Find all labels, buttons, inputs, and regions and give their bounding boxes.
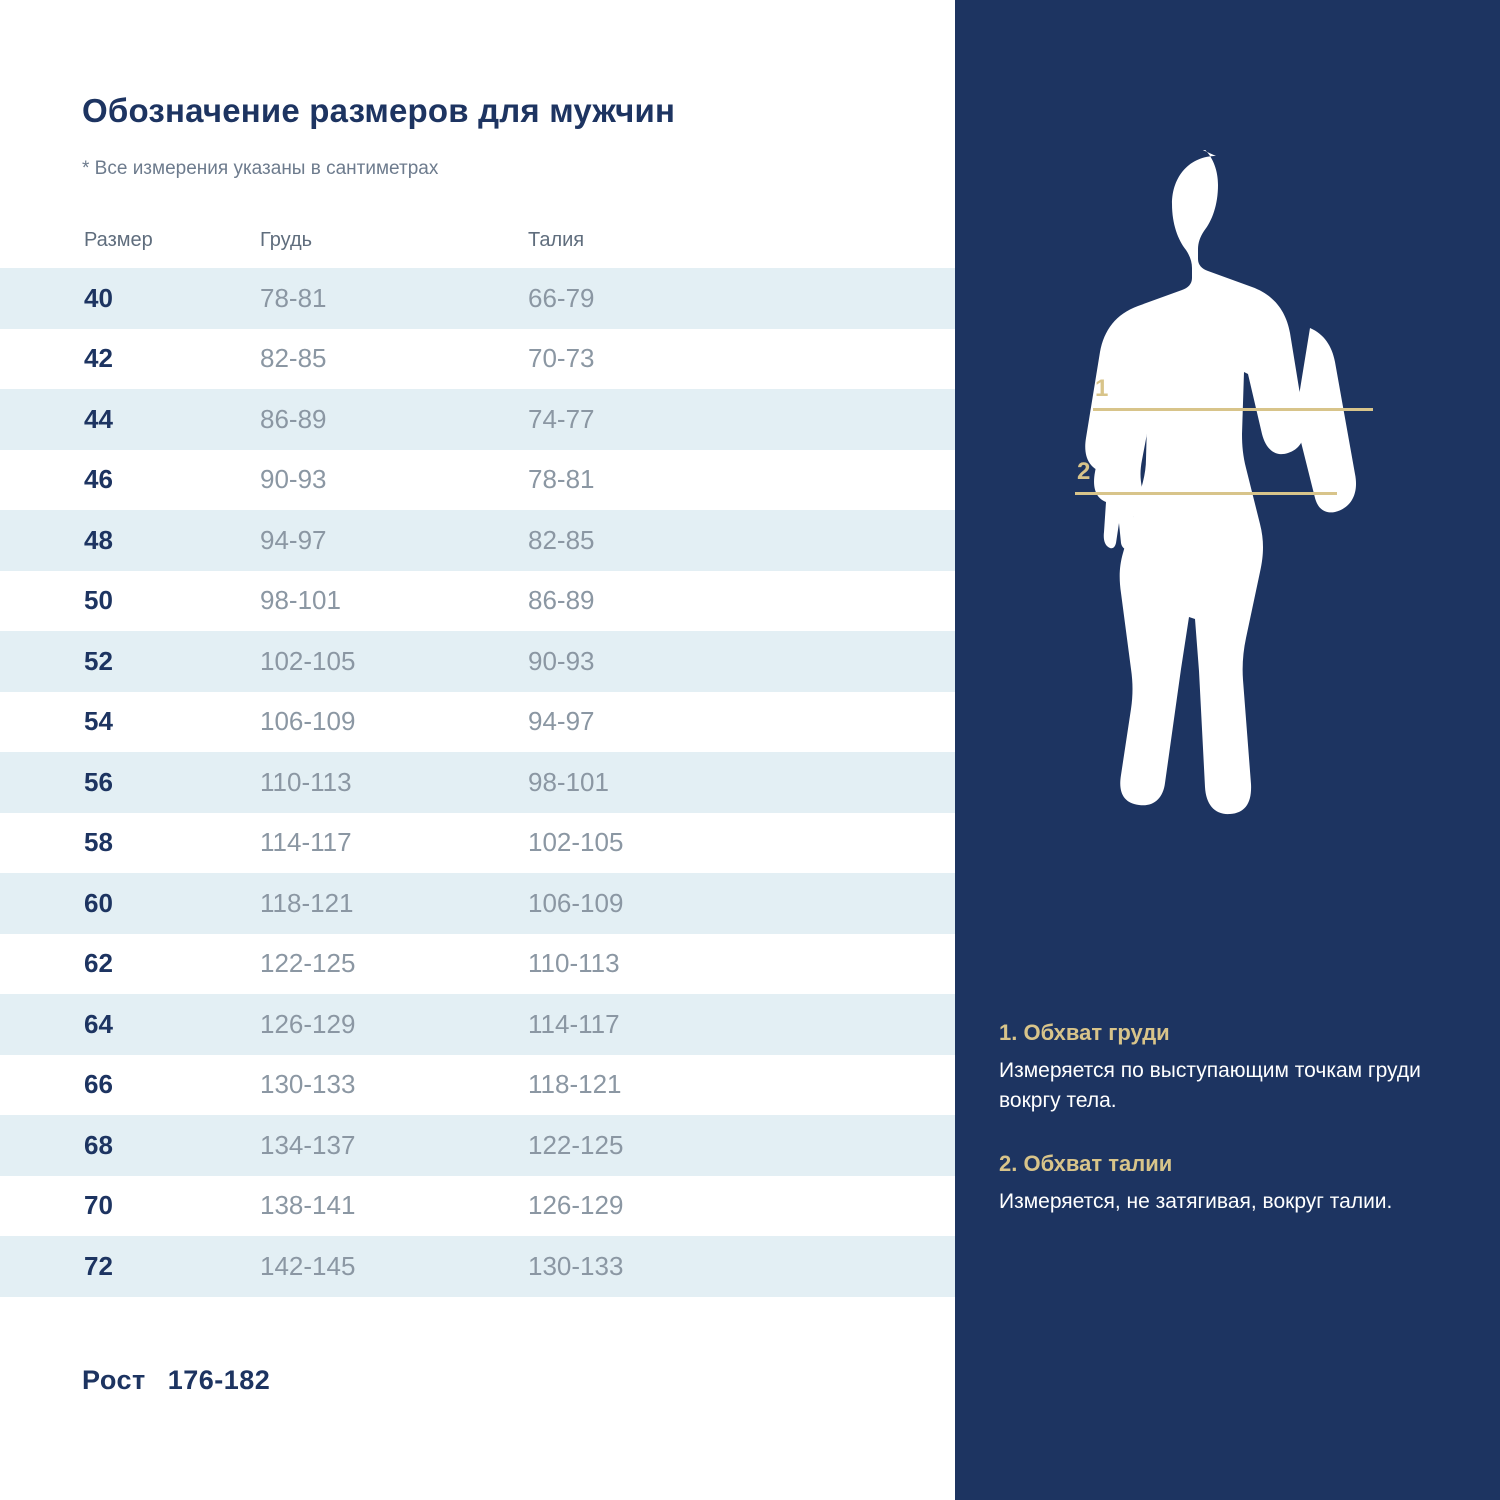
table-row <box>0 994 955 1055</box>
cell-size: 44 <box>84 403 113 434</box>
table-header-row <box>0 212 955 268</box>
cell-chest: 126-129 <box>260 1008 356 1039</box>
cell-size: 60 <box>84 887 113 918</box>
cell-size: 66 <box>84 1069 113 1100</box>
table-row <box>0 1055 955 1116</box>
male-body-silhouette <box>955 150 1500 990</box>
cell-size: 40 <box>84 282 113 313</box>
cell-waist: 102-105 <box>528 827 624 858</box>
marker-chest-number: 1 <box>1095 375 1109 402</box>
cell-waist: 114-117 <box>528 1008 620 1039</box>
cell-waist: 86-89 <box>528 585 595 616</box>
cell-waist: 82-85 <box>528 524 595 555</box>
cell-size: 48 <box>84 524 113 555</box>
cell-size: 42 <box>84 343 113 374</box>
cell-size: 62 <box>84 948 113 979</box>
cell-size: 58 <box>84 827 113 858</box>
cell-chest: 122-125 <box>260 948 356 979</box>
table-row <box>0 1176 955 1237</box>
cell-chest: 142-145 <box>260 1250 356 1281</box>
cell-chest: 138-141 <box>260 1190 356 1221</box>
cell-size: 72 <box>84 1250 113 1281</box>
cell-waist: 70-73 <box>528 343 595 374</box>
cell-waist: 90-93 <box>528 645 595 676</box>
size-table <box>0 212 955 1297</box>
cell-chest: 98-101 <box>260 585 341 616</box>
table-row <box>0 813 955 874</box>
table-row <box>0 873 955 934</box>
table-row <box>0 389 955 450</box>
table-row <box>0 268 955 329</box>
height-label: Рост <box>82 1365 146 1395</box>
cell-chest: 134-137 <box>260 1129 356 1160</box>
table-row <box>0 510 955 571</box>
cell-chest: 78-81 <box>260 282 327 313</box>
table-row <box>0 1115 955 1176</box>
cell-waist: 118-121 <box>528 1069 622 1100</box>
cell-size: 68 <box>84 1129 113 1160</box>
table-row <box>0 329 955 390</box>
cell-size: 50 <box>84 585 113 616</box>
legend <box>999 1020 1479 1217</box>
cell-waist: 110-113 <box>528 948 620 979</box>
table-row <box>0 1236 955 1297</box>
table-row <box>0 692 955 753</box>
legend-text-chest: Измеряется по выступающим точкам груди вокргу тела. <box>999 1059 1421 1113</box>
legend-title-chest: 1. Обхват груди <box>999 1020 1170 1045</box>
cell-chest: 94-97 <box>260 524 327 555</box>
cell-chest: 86-89 <box>260 403 327 434</box>
cell-waist: 78-81 <box>528 464 595 495</box>
cell-chest: 102-105 <box>260 645 356 676</box>
cell-size: 56 <box>84 766 113 797</box>
cell-waist: 126-129 <box>528 1190 624 1221</box>
cell-waist: 74-77 <box>528 403 595 434</box>
legend-text-waist: Измеряется, не затягивая, вокруг талии. <box>999 1189 1393 1213</box>
cell-size: 70 <box>84 1190 113 1221</box>
height-value: 176-182 <box>167 1365 271 1395</box>
cell-waist: 94-97 <box>528 706 595 737</box>
waist-measure-line <box>1075 492 1337 495</box>
table-row <box>0 752 955 813</box>
table-row <box>0 571 955 632</box>
cell-waist: 98-101 <box>528 766 609 797</box>
table-row <box>0 934 955 995</box>
cell-chest: 114-117 <box>260 827 352 858</box>
legend-title-waist: 2. Обхват талии <box>999 1150 1173 1176</box>
column-header-chest: Грудь <box>260 228 313 251</box>
cell-chest: 130-133 <box>260 1069 356 1100</box>
column-header-size: Размер <box>84 228 153 251</box>
table-row <box>0 450 955 511</box>
units-note: * Все измерения указаны в сантиметрах <box>82 158 439 179</box>
cell-size: 46 <box>84 464 113 495</box>
cell-waist: 106-109 <box>528 887 624 918</box>
cell-waist: 130-133 <box>528 1250 624 1281</box>
marker-waist-number: 2 <box>1077 458 1091 485</box>
cell-chest: 118-121 <box>260 887 354 918</box>
cell-size: 54 <box>84 706 113 737</box>
height-row <box>82 1365 270 1396</box>
cell-chest: 90-93 <box>260 464 327 495</box>
cell-size: 64 <box>84 1008 113 1039</box>
illustration-panel <box>955 0 1500 1500</box>
cell-chest: 82-85 <box>260 343 327 374</box>
table-row <box>0 631 955 692</box>
column-header-waist: Талия <box>528 228 585 251</box>
cell-size: 52 <box>84 645 113 676</box>
cell-waist: 66-79 <box>528 282 595 313</box>
cell-waist: 122-125 <box>528 1129 624 1160</box>
chest-measure-line <box>1093 408 1373 411</box>
page-title: Обозначение размеров для мужчин <box>82 92 676 129</box>
cell-chest: 110-113 <box>260 766 352 797</box>
cell-chest: 106-109 <box>260 706 356 737</box>
